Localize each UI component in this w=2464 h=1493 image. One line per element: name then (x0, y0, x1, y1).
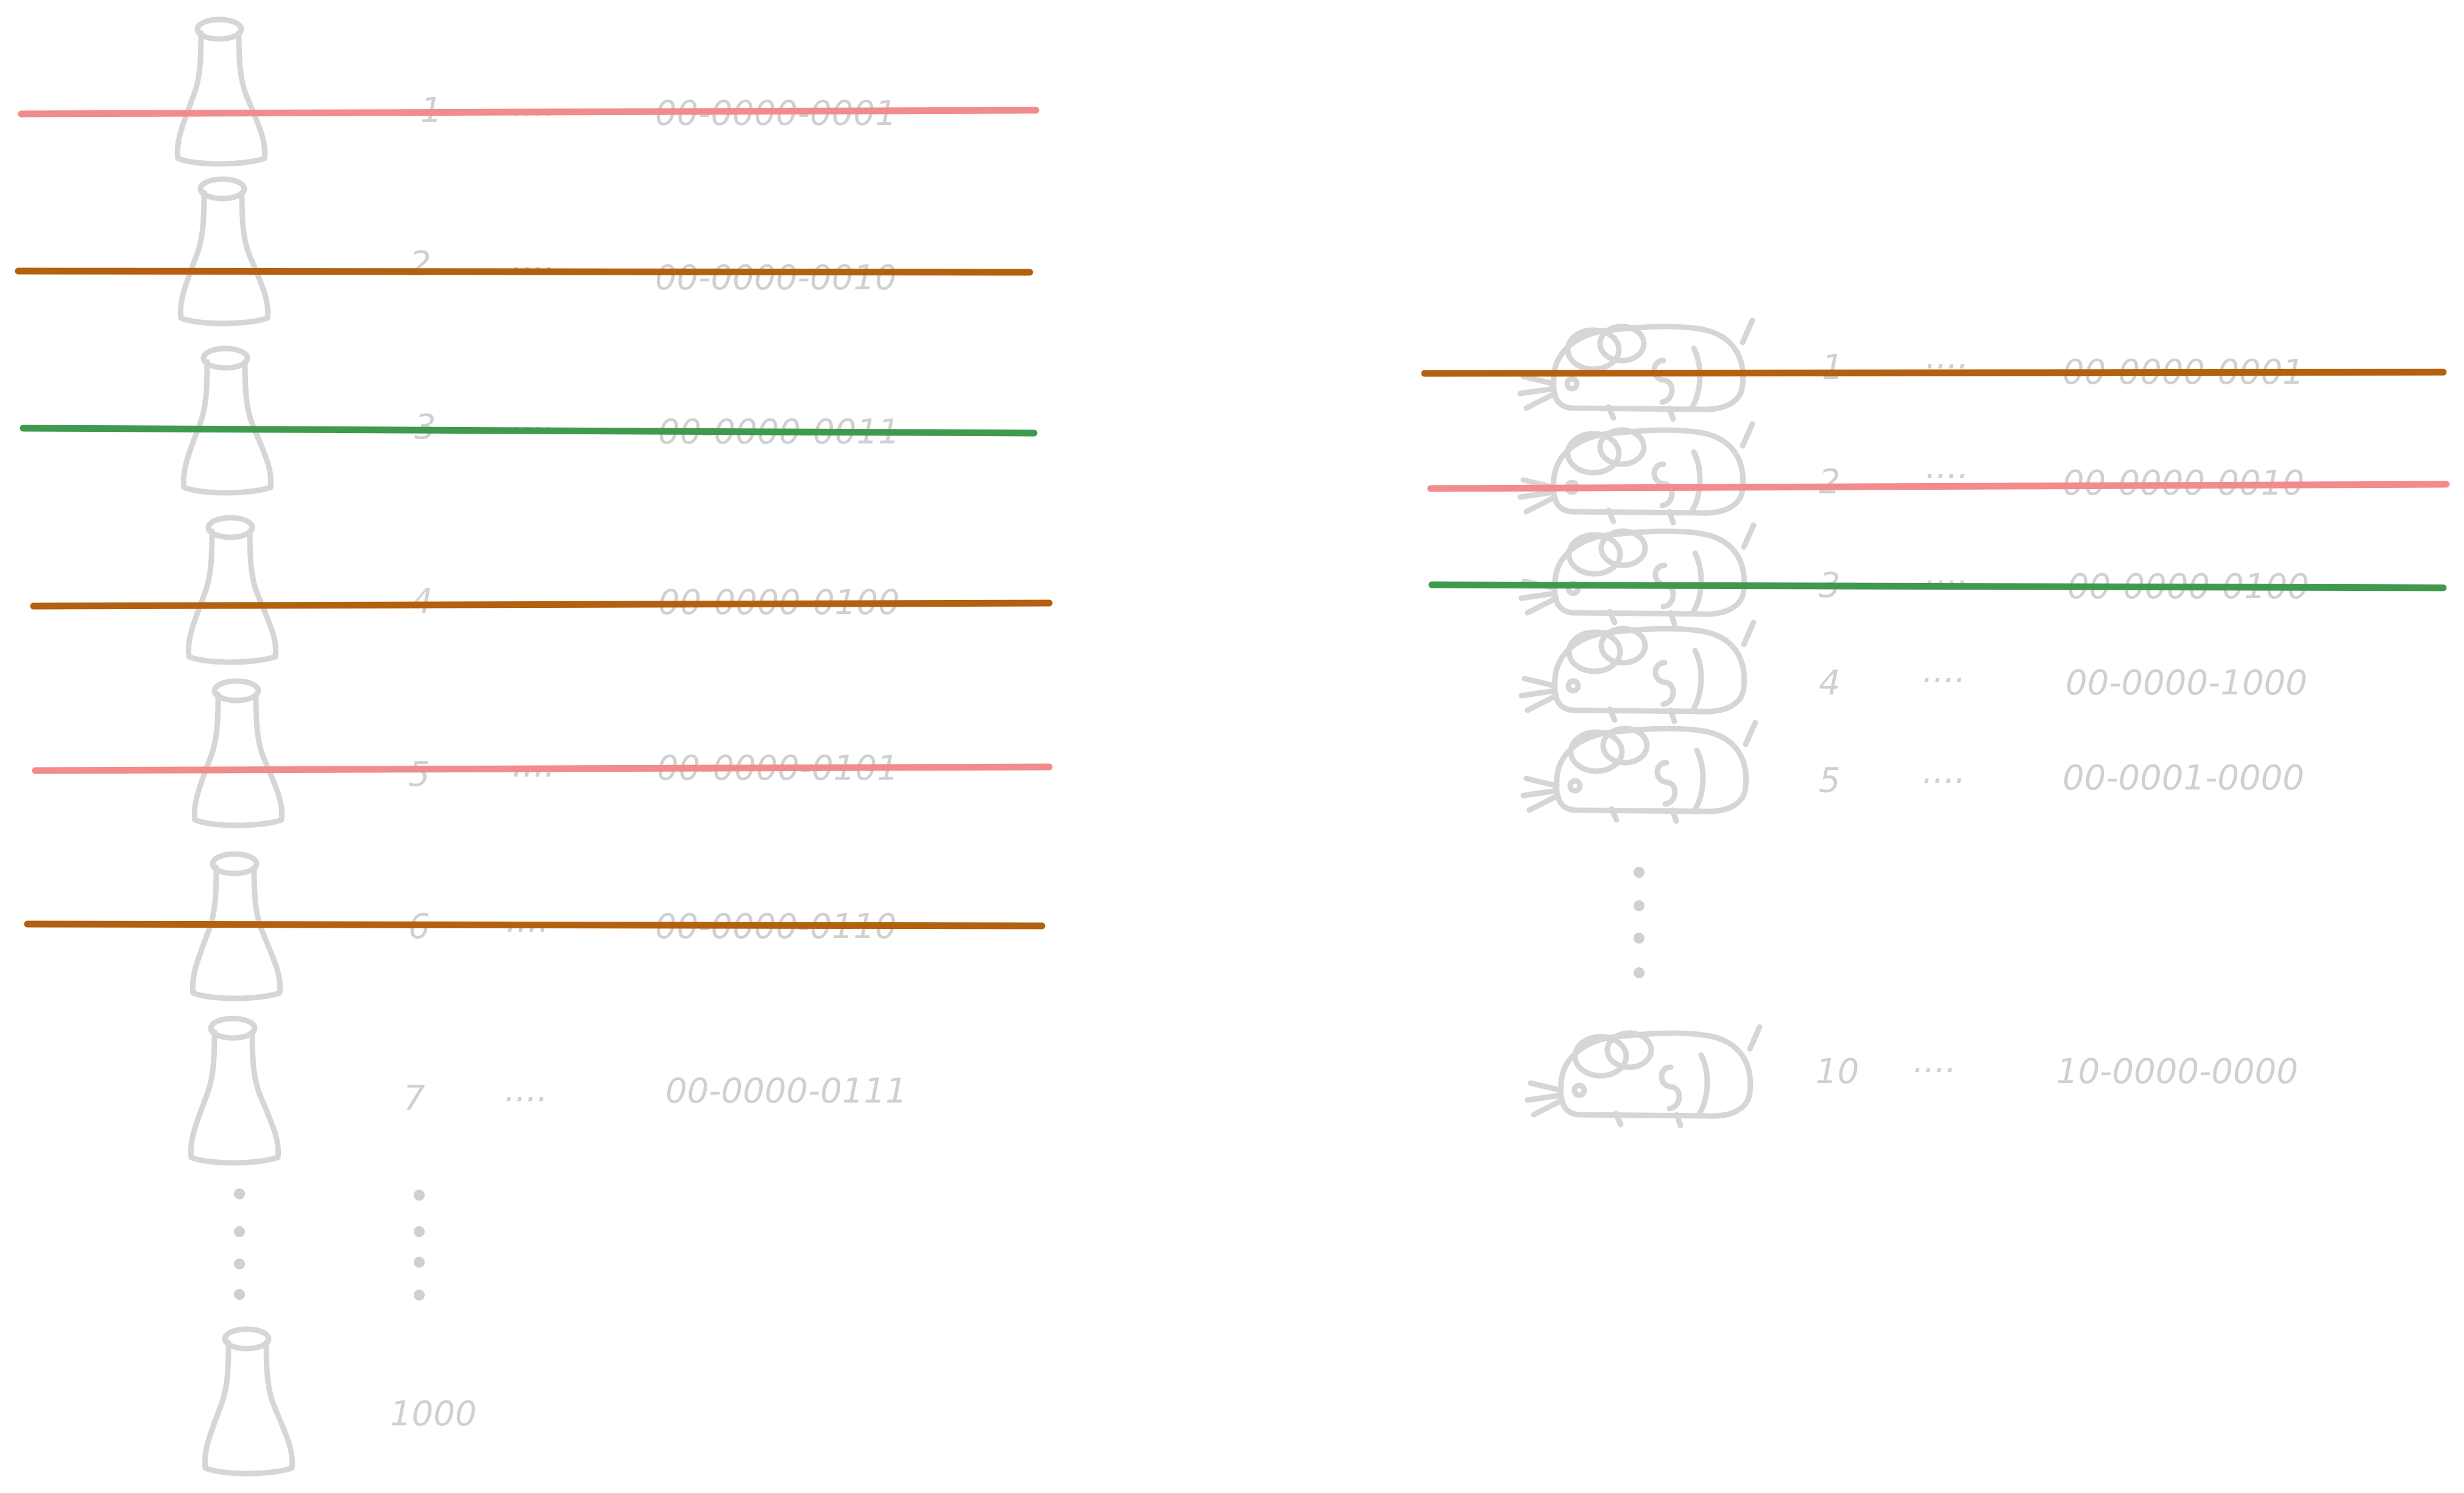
flask-icon (194, 681, 281, 825)
row-code: 00-0000-0001 (655, 94, 897, 133)
row-code: 00-0000-0111 (665, 1071, 907, 1111)
row-number: 7 (403, 1079, 425, 1118)
row-code: 00-0000-0100 (658, 583, 900, 623)
row-number: 10 (1816, 1052, 1860, 1092)
row-leader: .... (512, 575, 556, 615)
row-number: 5 (408, 755, 430, 794)
strike-line (34, 603, 1049, 606)
row-code: 00-0000-0100 (2067, 567, 2309, 607)
row-number: 2 (409, 244, 431, 284)
strike-line (1431, 484, 2446, 489)
mouse-row (1819, 447, 2304, 503)
last-flask-number: 1000 (390, 1394, 477, 1434)
mouse-row-last (1816, 1041, 2298, 1092)
row-number: 2 (1819, 462, 1841, 502)
row-leader: .... (504, 1070, 548, 1110)
row-leader: .... (512, 400, 556, 440)
row-code: 00-0001-0000 (2062, 758, 2304, 798)
row-number: 4 (411, 582, 433, 621)
mouse-icon (1521, 623, 1754, 721)
number-ellipsis-dots (414, 1190, 425, 1301)
strike-line (18, 271, 1030, 272)
strike-line (1432, 585, 2443, 588)
row-code: 00-0000-0101 (657, 749, 899, 788)
mouse-row (1819, 651, 2307, 703)
row-code: 00-0000-0001 (2062, 353, 2304, 392)
row-code: 00-0000-1000 (2066, 663, 2307, 703)
row-leader: .... (1925, 554, 1969, 593)
flask-ellipsis-dots (234, 1188, 245, 1300)
row-number: 1 (1822, 348, 1844, 387)
flask-icon (205, 1329, 292, 1474)
strike-lines (18, 110, 2446, 926)
strike-line (27, 924, 1042, 926)
row-code: 00-0000-0011 (658, 412, 900, 452)
mouse-icon (1521, 525, 1754, 624)
mouse-ellipsis-dots (1634, 867, 1644, 978)
flask-row (403, 1070, 907, 1118)
row-leader: .... (512, 746, 556, 785)
row-leader: .... (512, 85, 556, 124)
row-leader: .... (1922, 752, 1966, 791)
flask-icon (188, 518, 275, 662)
row-leader: .... (1913, 1041, 1957, 1081)
mouse-icon (1520, 424, 1752, 523)
flask-row (411, 575, 900, 623)
flask-icon (191, 1018, 278, 1163)
mouse-icon (1523, 722, 1755, 821)
flask-column (177, 19, 907, 1474)
row-code: 00-0000-0010 (655, 258, 897, 298)
row-number: 4 (1819, 663, 1841, 703)
row-code: 10-0000-0000 (2056, 1052, 2298, 1092)
flask-row (414, 400, 900, 452)
strike-line (21, 110, 1036, 114)
row-code: 00-0000-0110 (655, 907, 897, 947)
mouse-row (1819, 752, 2304, 800)
row-leader: .... (1925, 337, 1969, 377)
row-number: 1 (420, 91, 442, 130)
flask-icon (183, 348, 271, 493)
strike-line (1425, 372, 2443, 373)
flask-icon (177, 19, 264, 164)
row-number: 3 (414, 408, 436, 447)
row-number: 6 (408, 907, 430, 947)
mouse-row (1819, 554, 2309, 607)
row-leader: .... (512, 240, 556, 280)
row-leader: .... (1925, 447, 1969, 487)
mouse-column (1520, 320, 2309, 1126)
strike-line (35, 767, 1049, 771)
flask-icon (180, 179, 267, 323)
row-number: 5 (1819, 761, 1841, 800)
row-number: 3 (1819, 566, 1841, 605)
mouse-row (1822, 337, 2304, 392)
row-leader: .... (506, 901, 550, 941)
mouse-icon (1528, 1027, 1760, 1126)
row-leader: .... (1922, 651, 1966, 691)
row-code: 00-0000-0010 (2062, 464, 2304, 503)
